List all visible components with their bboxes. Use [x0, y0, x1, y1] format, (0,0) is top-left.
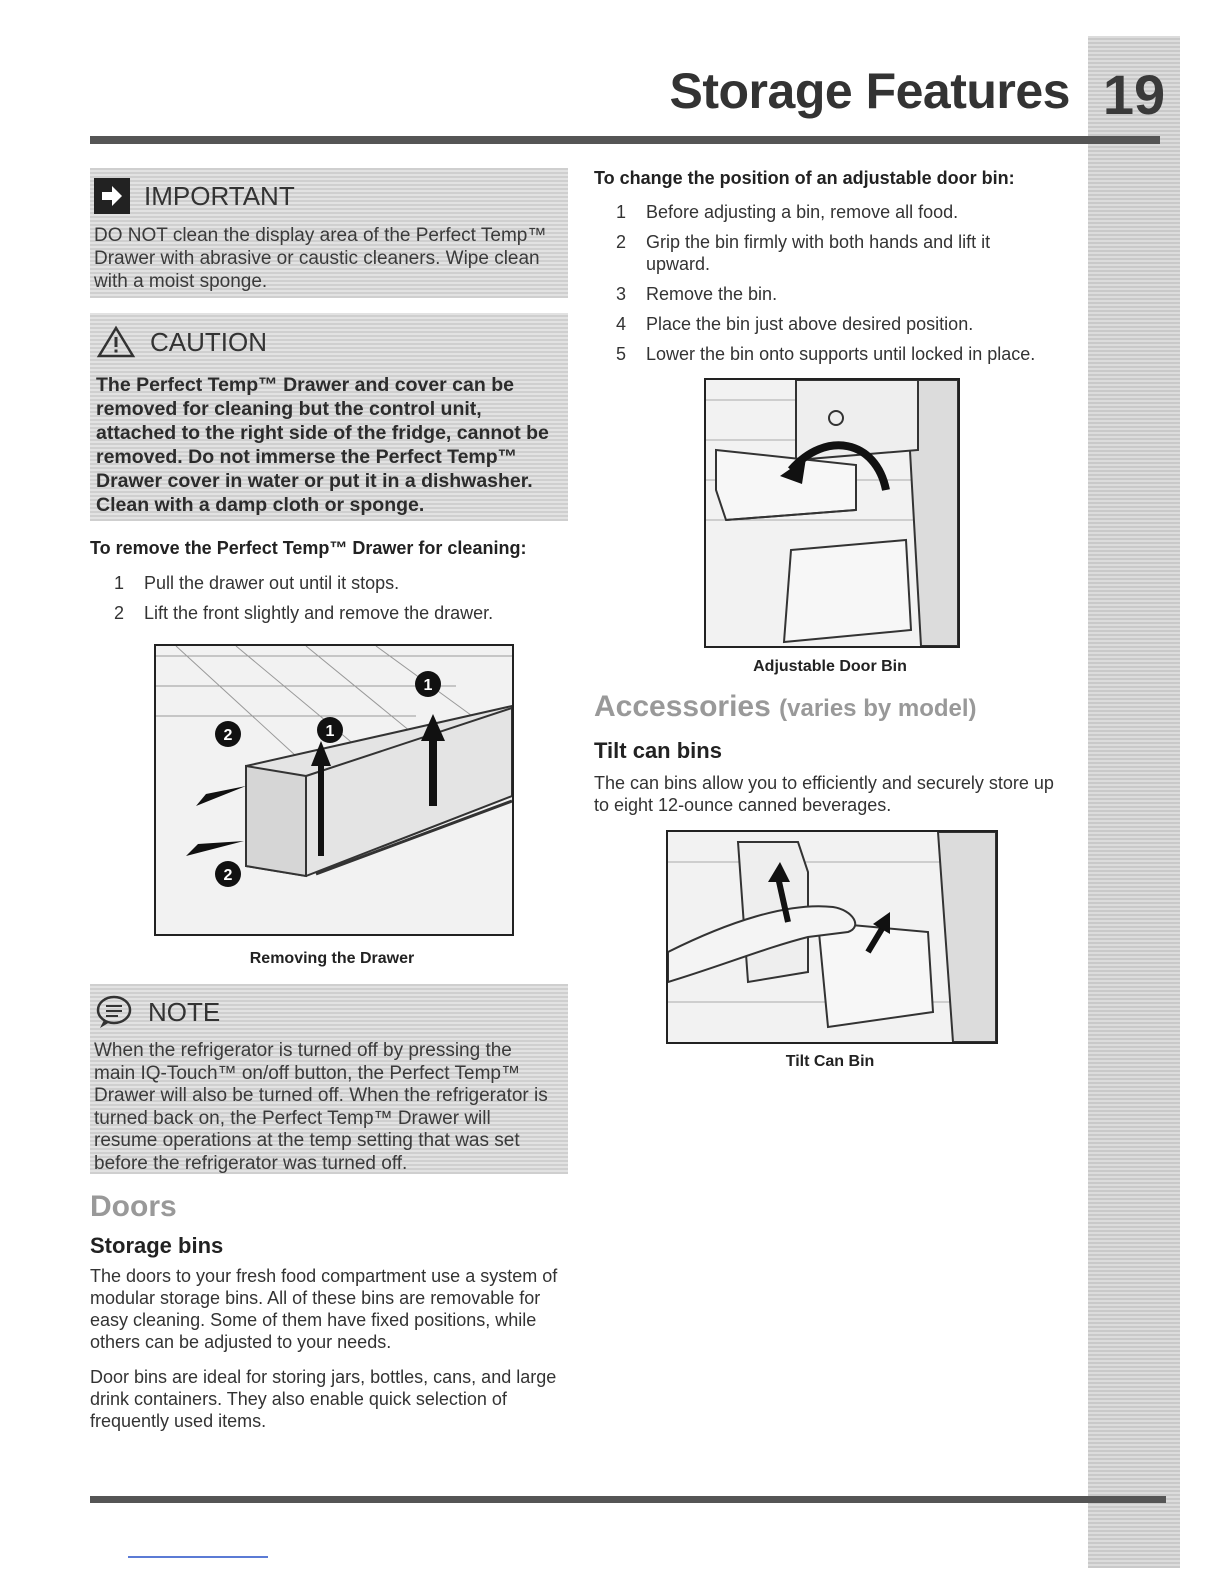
tilt-can-bin-caption: Tilt Can Bin	[785, 1053, 875, 1070]
removing-drawer-caption: Removing the Drawer	[249, 950, 415, 967]
list-item	[616, 283, 1066, 305]
callout-1: 1	[325, 723, 335, 740]
caution-heading	[96, 325, 568, 359]
step-number: 5	[616, 344, 627, 364]
door-bin-steps	[616, 201, 1066, 373]
doors-paragraph-1: The doors to your fresh food compartment use a system of modular storage bins. All of these bins are removable for easy cleaning. Some of them have fixed positions, while others can be adjusted to your needs.	[90, 1266, 558, 1352]
list-item	[114, 602, 564, 624]
door-bin-heading: To change the position of an adjustable door bin:	[594, 168, 1015, 188]
note-heading	[94, 994, 568, 1030]
important-box	[90, 168, 568, 298]
callout-2: 2	[223, 867, 233, 884]
list-item	[616, 201, 1066, 223]
footer-rule	[90, 1496, 1166, 1503]
storage-bins-heading: Storage bins	[90, 1233, 224, 1258]
step-number: 2	[616, 232, 627, 252]
tilt-can-bin-figure	[666, 830, 998, 1044]
important-heading	[94, 178, 568, 214]
step-text: Before adjusting a bin, remove all food.	[646, 202, 959, 222]
caution-box	[90, 313, 568, 521]
step-number: 4	[616, 314, 627, 334]
list-item	[114, 572, 564, 594]
step-number: 1	[616, 202, 627, 222]
removing-drawer-figure	[154, 644, 514, 936]
accessories-heading	[594, 690, 977, 724]
list-item	[616, 231, 1066, 275]
callout-1: 1	[423, 677, 433, 694]
warning-triangle-icon	[96, 325, 136, 359]
caution-label: CAUTION	[150, 326, 267, 357]
page-number: 19	[1102, 63, 1166, 126]
note-box	[90, 984, 568, 1174]
step-text: Remove the bin.	[646, 284, 778, 304]
header-rule	[90, 136, 1160, 144]
adjustable-door-bin-figure	[704, 378, 960, 648]
doors-paragraph-2: Door bins are ideal for storing jars, bottles, cans, and large drink containers. They also enable quick selection of frequently used items.	[90, 1367, 557, 1431]
remove-drawer-steps	[114, 572, 564, 632]
page-title: Storage Features	[669, 63, 1070, 119]
arrow-right-icon	[94, 178, 130, 214]
step-text: Lower the bin onto supports until locked in place.	[646, 344, 1036, 364]
door-bin-illustration	[706, 380, 958, 646]
tilt-can-bins-text: The can bins allow you to efficiently and securely store up to eight 12-ounce canned beverages.	[594, 773, 1054, 815]
important-text: DO NOT clean the display area of the Perfect Temp™ Drawer with abrasive or caustic cleaners. Wipe clean with a moist sponge.	[94, 225, 547, 292]
doors-heading: Doors	[90, 1190, 177, 1223]
adjustable-door-bin-caption: Adjustable Door Bin	[753, 658, 907, 675]
tilt-can-illustration	[668, 832, 996, 1042]
list-item	[616, 343, 1066, 365]
list-item	[616, 313, 1066, 335]
step-text: Grip the bin firmly with both hands and lift it upward.	[646, 232, 991, 274]
accessories-note: (varies by model)	[779, 695, 977, 722]
note-text: When the refrigerator is turned off by pressing the main IQ-Touch™ on/off button, the Perfect Temp™ Drawer will also be turned off. When the refrigerator is turned back on, the Perfect Temp™ Drawer will resume operations at the temp setting that was set before the refrigerator was turned off.	[94, 1040, 548, 1174]
accessories-title: Accessories	[594, 690, 771, 723]
caution-text: The Perfect Temp™ Drawer and cover can be removed for cleaning but the control unit, attached to the right side of the fridge, cannot be removed. Do not immerse the Perfect Temp™ Drawer cover in water or put it in a dishwasher. Clean with a damp cloth or sponge.	[96, 374, 549, 516]
footer-link-underline	[128, 1556, 268, 1558]
important-label: IMPORTANT	[144, 180, 295, 211]
note-label: NOTE	[148, 996, 221, 1027]
step-text: Lift the front slightly and remove the drawer.	[144, 603, 494, 623]
step-text: Pull the drawer out until it stops.	[144, 573, 400, 593]
step-number: 2	[114, 603, 125, 623]
step-number: 1	[114, 573, 125, 593]
drawer-illustration	[156, 646, 512, 934]
page-side-strip	[1088, 36, 1180, 1568]
note-icon	[94, 994, 134, 1030]
step-number: 3	[616, 284, 627, 304]
tilt-can-bins-heading: Tilt can bins	[594, 738, 722, 763]
callout-2: 2	[223, 727, 233, 744]
remove-drawer-heading: To remove the Perfect Temp™ Drawer for cleaning:	[90, 538, 527, 558]
step-text: Place the bin just above desired position.	[646, 314, 974, 334]
